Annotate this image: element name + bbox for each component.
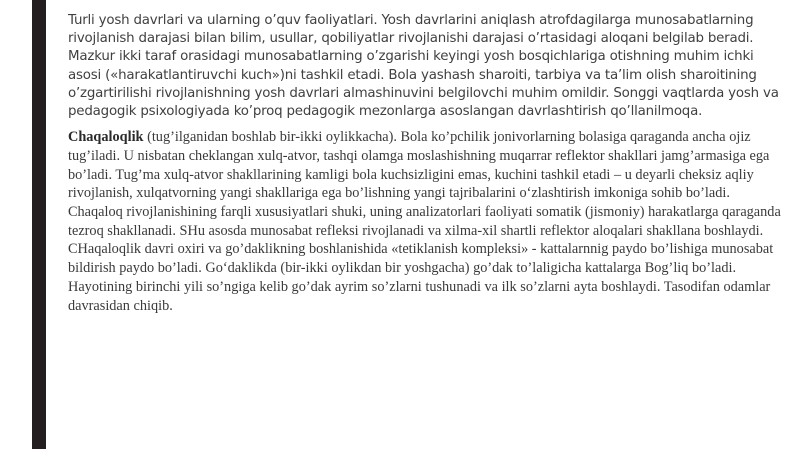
infancy-description: (tug’ilganidan boshlab bir-ikki oylikkacha). Bola ko’pchilik jonivorlarning bolasiga qaraganda ancha ojiz tug’iladi. U nisbatan cheklangan xulq-atvor, tashqi olamga moslashishning muqarrar reflektor shakllari jamg’armasiga ega bo’ladi. Tug’ma xulq-atvor shakllarining kamligi bola kuchsizligini emas, kuchini tashkil etadi – u deyarli cheksiz aqliy rivojlanish, xulqatvorning yangi shakllariga ega bo’lishning yangi tajribalarini o‘zlashtirish imkoniga sohib bo’ladi. Chaqaloq rivojlanishining farqli xususiyatlari shuki, uning analizatorlari faoliyati somatik (jismoniy) harakatlarga qaraganda tezroq shakllanadi. SHu asosda munosabat refleksi rivojlanadi va xilma-xil shartli reflektor aloqalari shakllana boshlaydi. CHaqaloqlik davri oxiri va go’daklikning boshlanishida «tetiklanish kompleksi» - kattalarnnig paydo bo’lishiga munosabat bildirish paydo bo’ladi. Go‘daklikda (bir-ikki oylikdan bir yoshgacha) go’dak to’laligicha kattalarga Bog’liq bo’ladi. Hayotining birinchi yili so’ngiga kelib go’dak ayrim so’zlarni tushunadi va ilk so’zlarni ayta boshlaydi. Tasodifan odamlar davrasidan chiqib. (68, 129, 781, 314)
infancy-paragraph (68, 128, 788, 315)
left-accent-bar (32, 0, 46, 449)
infancy-term: Chaqaloqlik (68, 129, 144, 146)
intro-paragraph: Turli yosh davrlari va ularning o’quv faoliyatlari. Yosh davrlarini aniqlash atrofdagilarga munosabatlarning rivojlanish darajasi bilan bilim, usullar, qobiliyatlar rivojlanishi darajasi o’rtasidagi aloqani belgilab beradi. Mazkur ikki taraf orasidagi munosabatlarning o’zgarishi keyingi yosh bosqichlariga otishning muhim ichki asosi («harakatlantiruvchi kuch»)ni tashkil etadi. Bola yashash sharoiti, tarbiya va ta’lim olish sharoitining o’zgartirilishi rivojlanishning yosh davrlari almashinuvini belgilovchi muhim omildir. Songgi vaqtlarda yosh va pedagogik psixologiyada ko’proq pedagogik mezonlarga asoslangan davrlashtirish qo’llanilmoqa. (68, 13, 779, 120)
slide-content (68, 12, 788, 315)
